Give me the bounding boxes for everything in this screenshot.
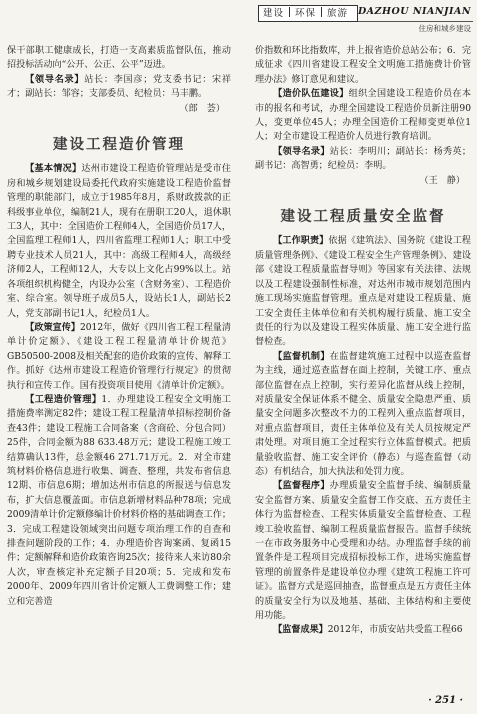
results-text: 2012年，市质安站共受监工程66 <box>327 625 463 636</box>
paragraph-procedure <box>255 479 471 623</box>
magazine-title: DAZHOU NIANJIAN <box>357 6 471 17</box>
basic-text: 达州市建设工程造价管理站是受市住房和城乡规划建设局委托代政府实施建设工程造价监督管理的职能部门，成立于1985年8月，系财政拨款的正科级事业单位，编制21人，现有在册职工20人，退休职工3人，其中：全国造价工程师4人，全国造价员17人，全国监理工程师1人，四川省监理工程师1人；职工中受聘专业技术人员21人，其中：高级工程师4人，高级经济师2人，工程师12人，大专以上文化占99%以上。站各项组织机构健全，内设办公室（含财务室）、工程造价室、综合室。领导班子成员5人，设站长1人，副站长2人，党支部副书记1人，纪检员1人。 <box>7 164 231 319</box>
divider <box>289 7 290 17</box>
category-environment: 环保 <box>295 8 317 19</box>
basic-tag: 【基本情况】 <box>25 164 82 175</box>
section-title-cost: 建设工程造价管理 <box>53 137 185 154</box>
policy-tag: 【政策宣传】 <box>25 322 80 333</box>
team-tag: 【造价队伍建设】 <box>273 89 349 100</box>
page-number: · 251 · <box>428 695 463 706</box>
divider <box>321 7 322 17</box>
paragraph-basic <box>7 162 231 320</box>
work-tag: 【工程造价管理】 <box>25 394 102 405</box>
procedure-tag: 【监督程序】 <box>273 481 330 492</box>
leaders-text: 站长：李国彦；党支委书记：宋祥才；副站长：邹容；支部委员、纪检员：马丰鹏。 <box>7 74 231 100</box>
paragraph-policy <box>7 321 231 393</box>
category-construction: 建设 <box>263 8 285 19</box>
leaders-tag: 【领导名录】 <box>273 146 330 157</box>
mech-tag: 【监督机制】 <box>273 351 330 362</box>
column-name: 住房和城乡建设 <box>418 24 471 33</box>
paragraph-leaders-2 <box>255 145 471 174</box>
page-header <box>258 4 473 22</box>
paragraph-mechanism <box>255 350 471 480</box>
paragraph-intro-tail: 保干部职工健康成长，打造一支高素质监督队伍，推动招投标活动向“公开、公正、公平”迈进。 <box>7 46 231 71</box>
category-tabs <box>258 5 358 22</box>
paragraph-results <box>255 623 471 637</box>
work-text: 1．办理建设工程安全文明施工措施费率测定82件；建设工程工程量清单招标控制价备查43件；建设工程施工合同备案（含商砼、分包合同）25件，合同金额为88 633.48万元；建设工程施工竣工结算确认13件，总金额46 271.71万元。2．对全市建筑材料价格信息进行收集、调查、整理，共发布省信息12期、市信息6期；增加达州市信息的所报送与信息发布，扩大信息覆盖面。市信息新增材料品种78项；完成2009清单计价定额修编计价材料价格的基础调查工作；3．完成工程建设领域突出问题专项治理工作的自查和排查问题阶段的工作；4．办理造价咨询案函、复函15件；定额解释和造价政策咨询25次；接待来人来访80余人次，审查核定补充定额子目20项；5．完成和发布2000年、2009年四川省计价定额人工费调整工作；建立和完善造 <box>7 394 231 607</box>
author-signature: （王 静） <box>419 175 465 186</box>
team-text: 组织全国建设工程造价员在本市的报名和考试，办理全国建设工程造价员新注册90人，变更单位45人；办理全国造价工程师变更单位1人；对全市建设工程造价人员进行教育培训。 <box>255 89 471 143</box>
policy-text: 2012年，做好《四川省工程工程量清单计价定额》、《建设工程工程量清单计价规范》GB50500-2008及相关配套的造价政策的宣传、解释工作。抓好《达州市建设工程造价管理行行规定》的贯彻执行和宣传工作。国有投资项目使用《清单计价定额》。 <box>7 322 231 391</box>
category-tourism: 旅游 <box>327 8 349 19</box>
mech-text: 在监督建筑施工过程中以巡查监督为主线，通过巡查监督在面上控制，关键工序、重点部位监督在点上控制，实行差异化监督从线上控制，对质量安全保证体系不健全、质量安全隐患严重、质量安全问题多次整改不力的工程列入重点监督项目，对重点监督项目，责任主体单位及有关人员按规定严肃处理。对项目施工全过程实行立体监督模式。把质量验收监督、施工安全评价（静态）与巡查监督（动态）有机结合，加大执法和处罚力度。 <box>255 351 471 477</box>
duty-tag: 【工作职责】 <box>273 236 329 247</box>
leaders-text: 站长：李明川；副站长：杨秀英；副书记：高智勇；纪检员：李明。 <box>255 146 471 172</box>
paragraph-team <box>255 87 471 145</box>
paragraph-duty <box>255 234 471 349</box>
section-title-quality: 建设工程质量安全监督 <box>280 209 446 226</box>
duty-text: 依据《建筑法》、国务院《建设工程质量管理条例》、《建设工程安全生产管理条例》、建设部《建设工程质量监督导则》等国家有关法律、法规以及工程建设强制性标准，对达州市城市规划范围内施工现场实施监督管理。重点是对建设工程质量、施工安全责任主体单位和有关机构履行质量、施工安全责任的行为以及建设工程实体质量、施工安全进行监督检查。 <box>255 236 471 348</box>
paragraph-continued: 价指数和环比指数库，并上报省造价总站公布；6．完成征求《四川省建设工程安全文明施工措施费计价管理办法》修订意见和建议。 <box>255 46 471 85</box>
results-tag: 【监督成果】 <box>273 625 328 636</box>
paragraph-leaders <box>7 73 231 102</box>
paragraph-cost-management <box>7 393 231 609</box>
right-column <box>255 44 471 638</box>
procedure-text: 办理质量安全监督手续、编制质量安全监督方案、质量安全监督工作交底、五方责任主体行为监督检查、工程实体质量安全监督检查、工程竣工验收监督、编制工程质量监督报告。监督手续统一在市政务服务中心受理和办结。办理监督手续的前置条件是工程项目完成招标投标工作，进场实施监督管理的前置条件是建设单位办理《建筑工程施工许可证》。监督方式是巡回抽查，监督重点是五方责任主体的质量安全行为以及地基、基础、主体结构和主要使用功能。 <box>255 481 471 622</box>
left-column <box>7 44 231 609</box>
author-signature: （郎 荟） <box>179 103 225 114</box>
leaders-tag: 【领导名录】 <box>25 74 85 85</box>
